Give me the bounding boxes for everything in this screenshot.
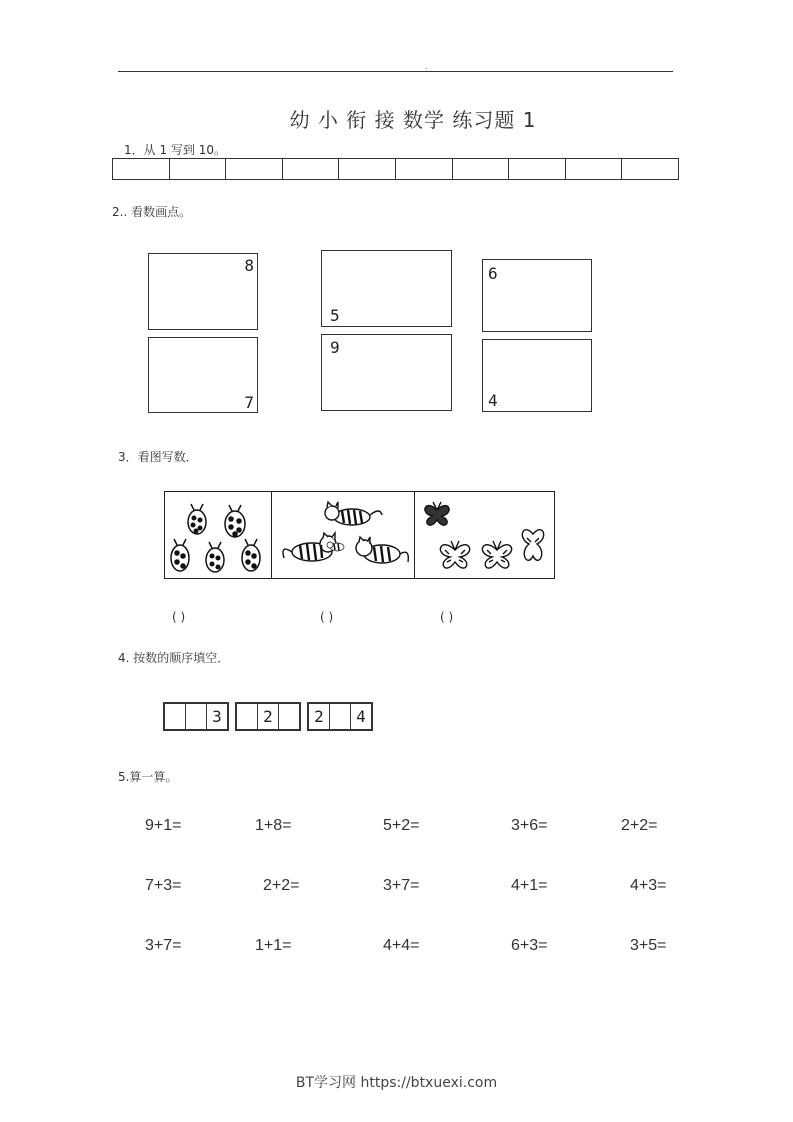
sequence-cell[interactable]: 2 <box>258 704 279 729</box>
ladybug-panel <box>165 492 272 578</box>
equation[interactable]: 4+4= <box>383 937 420 954</box>
ladybug-icon <box>188 504 206 534</box>
butterfly-icon <box>522 530 543 561</box>
sequence-group-3 <box>307 702 373 731</box>
writing-cell[interactable] <box>226 159 283 179</box>
sequence-cell[interactable]: 4 <box>356 707 366 726</box>
equation[interactable]: 4+1= <box>511 877 548 894</box>
dot-box-number: 7 <box>244 393 254 412</box>
sequence-cell[interactable] <box>330 704 351 729</box>
equation[interactable]: 2+2= <box>621 817 658 834</box>
sequence-group-2 <box>235 702 301 731</box>
writing-grid <box>112 158 679 180</box>
question-1-label: 1．从 1 写到 10。 <box>124 143 226 157</box>
writing-cell[interactable] <box>113 159 170 179</box>
cat-panel <box>272 492 415 578</box>
ladybug-icon <box>171 539 189 571</box>
equation[interactable]: 1+1= <box>255 937 292 954</box>
question-4-label: 4. 按数的顺序填空． <box>118 651 230 665</box>
cat-illustration <box>272 492 414 578</box>
dot-box[interactable] <box>148 337 258 413</box>
writing-cell[interactable] <box>509 159 566 179</box>
dot-box-number: 9 <box>330 338 340 357</box>
equation[interactable]: 4+3= <box>630 877 667 894</box>
dot-box[interactable] <box>148 253 258 330</box>
header-mark: . <box>425 62 428 71</box>
butterfly-icon <box>482 541 511 568</box>
footer-watermark: BT学习网 https://btxuexi.com <box>295 1075 498 1091</box>
cat-icon <box>356 537 408 563</box>
butterfly-icon <box>440 541 469 568</box>
equation[interactable]: 7+3= <box>145 877 182 894</box>
header-rule <box>118 71 673 72</box>
sequence-cell[interactable]: 3 <box>212 707 222 726</box>
butterfly-illustration <box>415 492 556 578</box>
question-2-label: 2.. 看数画点。 <box>112 205 192 219</box>
equation[interactable]: 1+8= <box>255 817 292 834</box>
equation[interactable]: 6+3= <box>511 937 548 954</box>
writing-cell[interactable] <box>396 159 453 179</box>
equation[interactable]: 9+1= <box>145 817 182 834</box>
writing-cell[interactable] <box>566 159 623 179</box>
cat-icon <box>325 502 382 525</box>
dot-box[interactable] <box>321 250 452 327</box>
dot-box-number: 6 <box>488 264 498 283</box>
writing-cell[interactable] <box>170 159 227 179</box>
ladybug-icon <box>225 505 245 537</box>
writing-cell[interactable] <box>622 159 678 179</box>
sequence-cell[interactable] <box>186 704 207 729</box>
dot-box[interactable] <box>321 334 452 411</box>
sequence-group-1 <box>163 702 229 731</box>
page-title: 幼 小 衔 接 数学 练习题 1 <box>289 108 537 132</box>
sequence-cell[interactable] <box>279 704 299 729</box>
writing-cell[interactable] <box>339 159 396 179</box>
equation[interactable]: 3+6= <box>511 817 548 834</box>
sequence-cell[interactable] <box>165 704 186 729</box>
dot-box-number: 5 <box>330 306 340 325</box>
answer-blank-butterflies[interactable]: ( ) <box>440 610 454 624</box>
sequence-cell[interactable]: 2 <box>309 704 330 729</box>
writing-cell[interactable] <box>453 159 510 179</box>
equation[interactable]: 2+2= <box>263 877 300 894</box>
question-3-label: 3．看图写数． <box>118 450 198 464</box>
writing-cell[interactable] <box>283 159 340 179</box>
dot-box-number: 8 <box>244 256 254 275</box>
picture-strip <box>164 491 555 579</box>
butterfly-icon <box>425 502 449 525</box>
dot-box-number: 4 <box>488 391 498 410</box>
equation[interactable]: 3+7= <box>383 877 420 894</box>
ladybug-icon <box>206 542 224 572</box>
ladybug-icon <box>242 539 260 571</box>
question-5-label: 5.算一算。 <box>118 770 178 784</box>
sequence-cell[interactable] <box>237 704 258 729</box>
equation[interactable]: 3+5= <box>630 937 667 954</box>
answer-blank-cats[interactable]: ( ) <box>320 610 334 624</box>
dot-box[interactable] <box>482 259 592 332</box>
equation[interactable]: 5+2= <box>383 817 420 834</box>
equation[interactable]: 3+7= <box>145 937 182 954</box>
butterfly-panel <box>415 492 556 578</box>
answer-blank-ladybugs[interactable]: ( ) <box>172 610 186 624</box>
ladybug-illustration <box>165 492 271 578</box>
dot-box[interactable] <box>482 339 592 412</box>
